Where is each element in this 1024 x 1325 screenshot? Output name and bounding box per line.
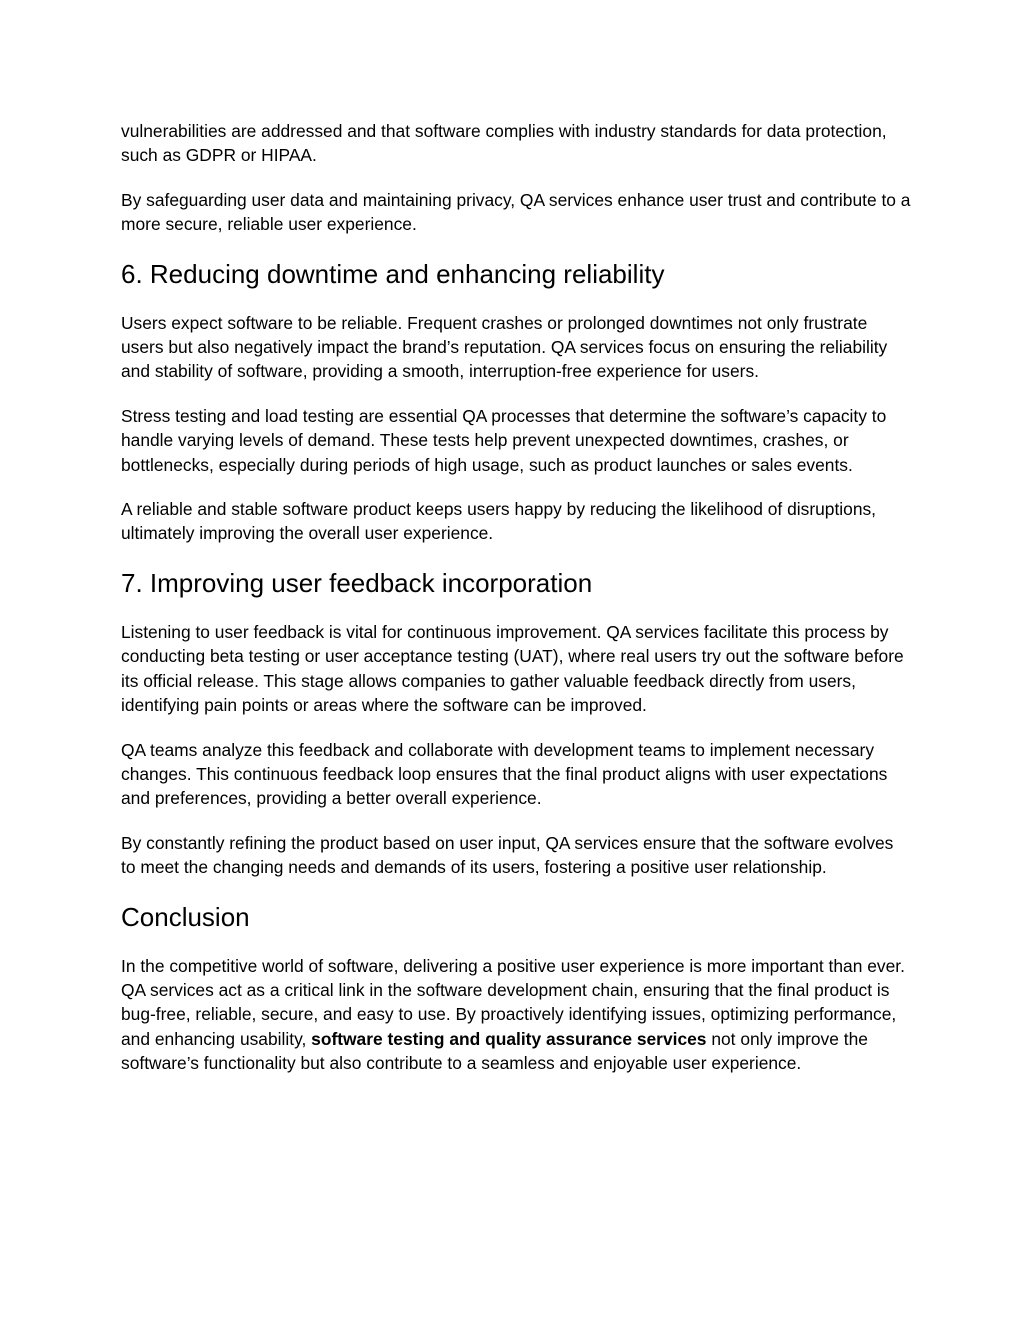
intro-paragraph-1: vulnerabilities are addressed and that software complies with industry standards for data protection, such as GDPR or HIPAA.	[121, 121, 887, 166]
feedback-paragraph-3: By constantly refining the product based on user input, QA services ensure that the software evolves to meet the changing needs and demands of its users, fostering a positive user relationship.	[121, 832, 894, 878]
section-heading-reliability: 6. Reducing downtime and enhancing reliability	[121, 258, 665, 289]
intro-paragraph-2: By safeguarding user data and maintaining privacy, QA services enhance user trust and contribute to a more secure, reliable user experience.	[121, 189, 911, 235]
conclusion-text-after: not only improve the software’s functionality but also contribute to a seamless and enjoyable user experience.	[121, 1028, 868, 1074]
conclusion-text-before: In the competitive world of software, delivering a positive user experience is more important than ever. QA services act as a critical link in the software development chain, ensuring that the final product is bug-free, reliable, secure, and easy to use. By proactively identifying issues, optimizing performance, and enhancing usability,	[121, 955, 905, 1049]
reliability-paragraph-3: A reliable and stable software product keeps users happy by reducing the likelihood of disruptions, ultimately improving the overall user experience.	[121, 499, 877, 544]
reliability-paragraph-2: Stress testing and load testing are essential QA processes that determine the software’s capacity to handle varying levels of demand. These tests help prevent unexpected downtimes, crashes, or bottlenecks, especially during periods of high usage, such as product launches or sales events.	[121, 405, 887, 475]
document-page	[121, 119, 911, 1096]
feedback-paragraph-1: Listening to user feedback is vital for continuous improvement. QA services facilitate this process by conducting beta testing or user acceptance testing (UAT), where real users try out the software before its official release. This stage allows companies to gather valuable feedback directly from users, identifying pain points or areas where the software can be improved.	[121, 621, 904, 716]
section-heading-conclusion: Conclusion	[121, 901, 250, 932]
conclusion-paragraph	[121, 954, 911, 1076]
conclusion-bold-text: software testing and quality assurance services	[311, 1028, 707, 1049]
feedback-paragraph-2: QA teams analyze this feedback and collaborate with development teams to implement necessary changes. This continuous feedback loop ensures that the final product aligns with user expectations and preferences, providing a better overall experience.	[121, 739, 888, 809]
reliability-paragraph-1: Users expect software to be reliable. Frequent crashes or prolonged downtimes not only frustrate users but also negatively impact the brand’s reputation. QA services focus on ensuring the reliability and stability of software, providing a smooth, interruption-free experience for users.	[121, 312, 888, 382]
section-heading-feedback: 7. Improving user feedback incorporation	[121, 567, 593, 598]
